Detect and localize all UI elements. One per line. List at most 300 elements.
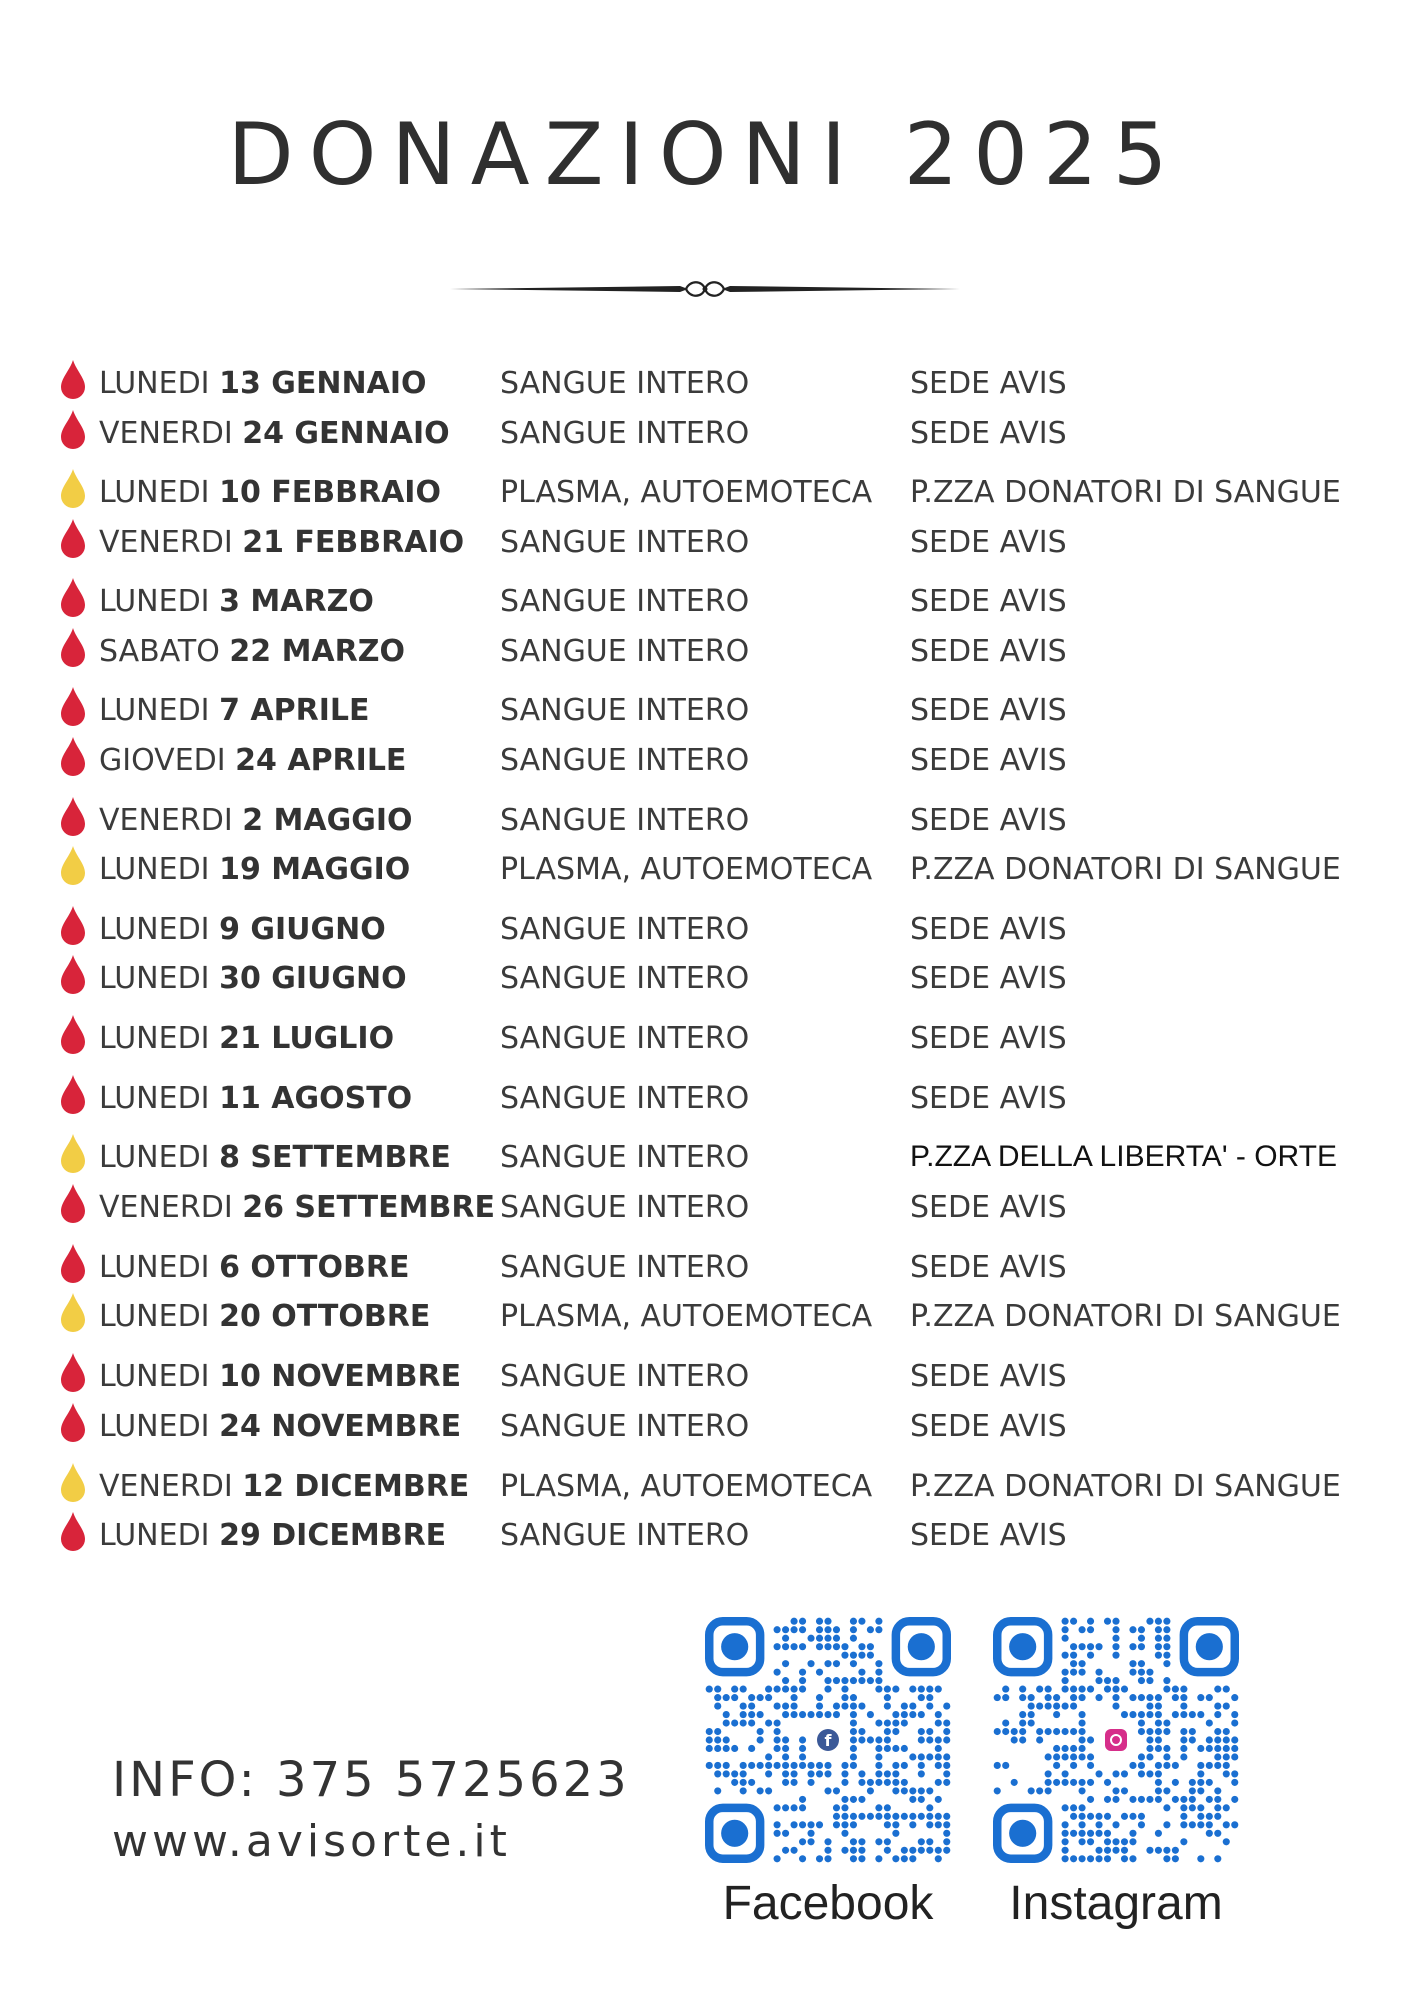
qr-module: [918, 1736, 925, 1743]
qr-module: [791, 1779, 798, 1786]
qr-module: [1223, 1686, 1230, 1693]
qr-module: [1155, 1745, 1162, 1752]
qr-module: [757, 1728, 764, 1735]
qr-module: [1112, 1686, 1119, 1693]
qr-module: [1028, 1694, 1035, 1701]
qr-module: [1223, 1762, 1230, 1769]
qr-module: [918, 1787, 925, 1794]
qr-module: [875, 1804, 882, 1811]
qr-module: [1019, 1686, 1026, 1693]
qr-module: [1036, 1686, 1043, 1693]
qr-module: [1036, 1736, 1043, 1743]
qr-module: [1163, 1719, 1170, 1726]
qr-module: [1070, 1618, 1077, 1625]
qr-module: [1214, 1753, 1221, 1760]
qr-module: [1146, 1770, 1153, 1777]
qr-module: [935, 1686, 942, 1693]
qr-module: [943, 1779, 950, 1786]
qr-module: [935, 1736, 942, 1743]
qr-module: [740, 1762, 747, 1769]
qr-module: [731, 1745, 738, 1752]
qr-module: [1121, 1770, 1128, 1777]
qr-module: [1062, 1830, 1069, 1837]
qr-module: [935, 1719, 942, 1726]
yellow-drop-icon: [58, 467, 88, 509]
date: 13 GENNAIO: [219, 366, 427, 401]
date: 10 FEBBRAIO: [219, 475, 441, 510]
qr-module: [1214, 1745, 1221, 1752]
qr-module: [1053, 1728, 1060, 1735]
qr-module: [1163, 1677, 1170, 1684]
weekday: LUNEDI: [99, 1409, 210, 1444]
qr-module: [791, 1821, 798, 1828]
qr-module: [892, 1719, 899, 1726]
qr-module: [1079, 1745, 1086, 1752]
qr-module: [850, 1796, 857, 1803]
qr-module: [1197, 1821, 1204, 1828]
qr-module: [1206, 1830, 1213, 1837]
qr-module: [1155, 1711, 1162, 1718]
qr-module: [1146, 1728, 1153, 1735]
qr-module: [1112, 1694, 1119, 1701]
qr-module: [935, 1847, 942, 1854]
qr-module: [1095, 1677, 1102, 1684]
weekday: LUNEDI: [99, 1299, 210, 1334]
qr-module: [901, 1703, 908, 1710]
qr-module: [1129, 1711, 1136, 1718]
qr-module: [926, 1703, 933, 1710]
qr-module: [1180, 1703, 1187, 1710]
red-drop-icon: [58, 953, 88, 995]
qr-module: [926, 1753, 933, 1760]
donation-date: [99, 1299, 430, 1334]
donation-place: SEDE AVIS: [910, 634, 1067, 669]
qr-module: [858, 1728, 865, 1735]
qr-module: [1163, 1753, 1170, 1760]
qr-module: [782, 1643, 789, 1650]
qr-module: [774, 1703, 781, 1710]
qr-module: [1223, 1736, 1230, 1743]
qr-module: [850, 1745, 857, 1752]
qr-module: [1180, 1804, 1187, 1811]
facebook-icon-glyph: f: [824, 1731, 832, 1750]
qr-module: [935, 1796, 942, 1803]
qr-module: [740, 1779, 747, 1786]
schedule-row: [0, 848, 1410, 892]
donation-type: SANGUE INTERO: [500, 1081, 750, 1116]
qr-module: [833, 1711, 840, 1718]
qr-module: [858, 1736, 865, 1743]
schedule-row: [0, 739, 1410, 783]
qr-module: [1011, 1736, 1018, 1743]
qr-module: [850, 1847, 857, 1854]
qr-module: [943, 1719, 950, 1726]
qr-module: [1028, 1719, 1035, 1726]
qr-module: [833, 1660, 840, 1667]
qr-module: [1079, 1686, 1086, 1693]
qr-module: [1053, 1711, 1060, 1718]
qr-module: [1231, 1694, 1238, 1701]
qr-module: [833, 1643, 840, 1650]
qr-module: [1079, 1838, 1086, 1845]
qr-module: [1002, 1762, 1009, 1769]
donation-place: SEDE AVIS: [910, 525, 1067, 560]
qr-module: [1206, 1719, 1213, 1726]
qr-module: [1095, 1669, 1102, 1676]
qr-module: [867, 1736, 874, 1743]
qr-module: [1223, 1770, 1230, 1777]
qr-module: [1019, 1728, 1026, 1735]
qr-module: [875, 1736, 882, 1743]
qr-module: [824, 1660, 831, 1667]
qr-module: [858, 1847, 865, 1854]
qr-module: [1129, 1838, 1136, 1845]
qr-module: [1062, 1745, 1069, 1752]
donation-type: SANGUE INTERO: [500, 1518, 750, 1553]
qr-module: [774, 1762, 781, 1769]
qr-module: [799, 1711, 806, 1718]
donation-place: SEDE AVIS: [910, 1021, 1067, 1056]
qr-module: [1231, 1753, 1238, 1760]
qr-module: [867, 1643, 874, 1650]
qr-module: [1087, 1830, 1094, 1837]
qr-module: [748, 1779, 755, 1786]
qr-module: [1180, 1813, 1187, 1820]
qr-module: [824, 1626, 831, 1633]
qr-module: [892, 1813, 899, 1820]
donation-place: SEDE AVIS: [910, 366, 1067, 401]
qr-module: [1163, 1847, 1170, 1854]
schedule-row: [0, 1077, 1410, 1121]
qr-module: [765, 1719, 772, 1726]
qr-module: [714, 1686, 721, 1693]
red-drop-icon: [58, 1242, 88, 1284]
qr-module: [1095, 1643, 1102, 1650]
qr-module: [1231, 1745, 1238, 1752]
qr-module: [1079, 1728, 1086, 1735]
qr-module: [1079, 1719, 1086, 1726]
qr-module: [1053, 1779, 1060, 1786]
qr-module: [943, 1813, 950, 1820]
qr-module: [850, 1762, 857, 1769]
date: 19 MAGGIO: [219, 852, 411, 887]
qr-module: [714, 1745, 721, 1752]
qr-module: [1045, 1787, 1052, 1794]
qr-module: [782, 1804, 789, 1811]
qr-module: [765, 1694, 772, 1701]
qr-module: [1019, 1736, 1026, 1743]
weekday: LUNEDI: [99, 1359, 210, 1394]
qr-module: [1070, 1652, 1077, 1659]
qr-module: [816, 1635, 823, 1642]
qr-module: [1155, 1770, 1162, 1777]
qr-module: [731, 1694, 738, 1701]
qr-module: [943, 1770, 950, 1777]
qr-module: [748, 1762, 755, 1769]
donation-place: SEDE AVIS: [910, 1359, 1067, 1394]
qr-module: [1087, 1736, 1094, 1743]
qr-module: [1070, 1855, 1077, 1862]
weekday: LUNEDI: [99, 1021, 210, 1056]
qr-module: [1129, 1694, 1136, 1701]
qr-module: [1231, 1796, 1238, 1803]
qr-module: [774, 1745, 781, 1752]
qr-module: [1206, 1821, 1213, 1828]
donation-place: SEDE AVIS: [910, 961, 1067, 996]
qr-module: [1231, 1779, 1238, 1786]
qr-module: [824, 1847, 831, 1854]
red-drop-icon: [58, 904, 88, 946]
qr-module: [943, 1838, 950, 1845]
qr-module: [1197, 1711, 1204, 1718]
qr-module: [892, 1728, 899, 1735]
donation-type: PLASMA, AUTOEMOTECA: [500, 1299, 873, 1334]
qr-module: [824, 1762, 831, 1769]
qr-module: [1146, 1753, 1153, 1760]
qr-module: [807, 1838, 814, 1845]
qr-module: [884, 1686, 891, 1693]
qr-module: [918, 1694, 925, 1701]
qr-module: [841, 1652, 848, 1659]
qr-module: [824, 1677, 831, 1684]
qr-module: [1146, 1847, 1153, 1854]
qr-module: [757, 1787, 764, 1794]
qr-module: [782, 1770, 789, 1777]
qr-module: [1095, 1847, 1102, 1854]
website-link[interactable]: www.avisorte.it: [112, 1816, 511, 1867]
red-drop-icon: [58, 1013, 88, 1055]
date: 11 AGOSTO: [219, 1081, 413, 1116]
qr-module: [714, 1736, 721, 1743]
red-drop-icon: [58, 517, 88, 559]
donation-type: SANGUE INTERO: [500, 416, 750, 451]
qr-module: [918, 1686, 925, 1693]
qr-module: [1095, 1770, 1102, 1777]
qr-module: [1095, 1830, 1102, 1837]
yellow-drop-icon: [58, 844, 88, 886]
qr-finder-dot: [908, 1633, 935, 1660]
qr-module: [1053, 1694, 1060, 1701]
qr-module: [1036, 1703, 1043, 1710]
qr-module: [816, 1821, 823, 1828]
qr-module: [901, 1787, 908, 1794]
qr-module: [748, 1694, 755, 1701]
qr-module: [782, 1626, 789, 1633]
qr-module: [935, 1855, 942, 1862]
qr-module: [1070, 1779, 1077, 1786]
qr-module: [799, 1753, 806, 1760]
qr-module: [1121, 1855, 1128, 1862]
qr-module: [858, 1703, 865, 1710]
qr-module: [833, 1813, 840, 1820]
qr-module: [1070, 1669, 1077, 1676]
qr-module: [918, 1762, 925, 1769]
qr-module: [740, 1711, 747, 1718]
qr-module: [723, 1736, 730, 1743]
qr-module: [1189, 1711, 1196, 1718]
qr-module: [1180, 1838, 1187, 1845]
red-drop-icon: [58, 1073, 88, 1115]
qr-module: [892, 1770, 899, 1777]
qr-module: [1070, 1686, 1077, 1693]
schedule-row: [0, 580, 1410, 624]
qr-module: [1070, 1762, 1077, 1769]
qr-module: [841, 1703, 848, 1710]
qr-module: [918, 1770, 925, 1777]
qr-module: [935, 1813, 942, 1820]
qr-module: [1070, 1660, 1077, 1667]
qr-module: [943, 1736, 950, 1743]
qr-module: [884, 1779, 891, 1786]
qr-module: [706, 1762, 713, 1769]
qr-module: [1138, 1669, 1145, 1676]
qr-module: [867, 1652, 874, 1659]
qr-module: [1112, 1652, 1119, 1659]
qr-module: [1214, 1796, 1221, 1803]
donation-place: P.ZZA DELLA LIBERTA' - ORTE: [910, 1140, 1338, 1173]
qr-module: [1045, 1779, 1052, 1786]
qr-module: [1180, 1728, 1187, 1735]
qr-module: [1155, 1643, 1162, 1650]
page-title: DONAZIONI 2025: [227, 105, 1183, 205]
qr-module: [901, 1762, 908, 1769]
date: 24 NOVEMBRE: [219, 1409, 462, 1444]
yellow-drop-icon: [58, 1132, 88, 1174]
qr-module: [1231, 1719, 1238, 1726]
qr-module: [867, 1779, 874, 1786]
qr-module: [833, 1703, 840, 1710]
qr-module: [994, 1787, 1001, 1794]
qr-module: [875, 1669, 882, 1676]
qr-module: [909, 1686, 916, 1693]
qr-module: [892, 1686, 899, 1693]
donation-date: [99, 1190, 495, 1225]
qr-module: [799, 1804, 806, 1811]
qr-module: [1146, 1694, 1153, 1701]
donation-type: SANGUE INTERO: [500, 1190, 750, 1225]
donation-place: P.ZZA DONATORI DI SANGUE: [910, 475, 1341, 510]
qr-module: [1223, 1804, 1230, 1811]
qr-module: [1138, 1813, 1145, 1820]
qr-module: [1070, 1694, 1077, 1701]
qr-module: [1011, 1728, 1018, 1735]
qr-module: [816, 1694, 823, 1701]
qr-module: [816, 1762, 823, 1769]
qr-module: [1087, 1753, 1094, 1760]
qr-module: [841, 1686, 848, 1693]
schedule-row: [0, 1295, 1410, 1339]
qr-module: [1095, 1821, 1102, 1828]
qr-module: [1138, 1626, 1145, 1633]
qr-module: [1172, 1694, 1179, 1701]
red-drop-icon: [58, 576, 88, 618]
qr-finder-dot: [721, 1633, 748, 1660]
qr-module: [1155, 1719, 1162, 1726]
instagram-qr-code[interactable]: [993, 1617, 1239, 1863]
donation-place: SEDE AVIS: [910, 584, 1067, 619]
date: 9 GIUGNO: [219, 912, 386, 947]
qr-module: [824, 1711, 831, 1718]
facebook-qr-code[interactable]: [705, 1617, 951, 1863]
qr-module: [909, 1703, 916, 1710]
qr-module: [1062, 1703, 1069, 1710]
qr-module: [714, 1728, 721, 1735]
instagram-icon: [1105, 1729, 1127, 1751]
qr-module: [1129, 1660, 1136, 1667]
qr-module: [1104, 1677, 1111, 1684]
qr-module: [1070, 1753, 1077, 1760]
qr-module: [850, 1677, 857, 1684]
qr-module: [1062, 1635, 1069, 1642]
donation-date: [99, 912, 386, 947]
qr-module: [1214, 1813, 1221, 1820]
donation-date: [99, 366, 427, 401]
qr-module: [1223, 1745, 1230, 1752]
schedule-row: [0, 521, 1410, 565]
qr-module: [824, 1838, 831, 1845]
qr-module: [867, 1626, 874, 1633]
qr-module: [1155, 1635, 1162, 1642]
donation-date: [99, 743, 406, 778]
qr-module: [841, 1770, 848, 1777]
qr-module: [926, 1694, 933, 1701]
qr-module: [1214, 1804, 1221, 1811]
qr-module: [884, 1703, 891, 1710]
red-drop-icon: [58, 1401, 88, 1443]
qr-module: [901, 1847, 908, 1854]
qr-module: [1138, 1677, 1145, 1684]
qr-module: [1002, 1694, 1009, 1701]
qr-module: [1053, 1753, 1060, 1760]
qr-module: [782, 1686, 789, 1693]
weekday: LUNEDI: [99, 961, 210, 996]
qr-module: [748, 1719, 755, 1726]
qr-module: [850, 1821, 857, 1828]
qr-module: [816, 1770, 823, 1777]
qr-module: [875, 1745, 882, 1752]
qr-module: [909, 1855, 916, 1862]
donation-date: [99, 803, 413, 838]
qr-module: [723, 1745, 730, 1752]
qr-module: [1163, 1643, 1170, 1650]
qr-module: [1189, 1779, 1196, 1786]
qr-module: [850, 1626, 857, 1633]
donation-date: [99, 1140, 451, 1175]
qr-module: [774, 1728, 781, 1735]
weekday: VENERDI: [99, 525, 233, 560]
qr-module: [875, 1677, 882, 1684]
schedule-row: [0, 908, 1410, 952]
qr-module: [1019, 1719, 1026, 1726]
qr-module: [1062, 1728, 1069, 1735]
qr-module: [1163, 1618, 1170, 1625]
qr-module: [833, 1804, 840, 1811]
qr-finder-dot: [721, 1820, 748, 1847]
donation-date: [99, 1359, 461, 1394]
instagram-label: Instagram: [1009, 1877, 1223, 1930]
qr-module: [1223, 1838, 1230, 1845]
qr-module: [1138, 1770, 1145, 1777]
qr-module: [782, 1745, 789, 1752]
qr-module: [1070, 1804, 1077, 1811]
qr-module: [731, 1719, 738, 1726]
schedule-row: [0, 471, 1410, 515]
qr-module: [1231, 1821, 1238, 1828]
qr-module: [1079, 1643, 1086, 1650]
qr-module: [740, 1770, 747, 1777]
qr-module: [1087, 1813, 1094, 1820]
qr-module: [824, 1686, 831, 1693]
